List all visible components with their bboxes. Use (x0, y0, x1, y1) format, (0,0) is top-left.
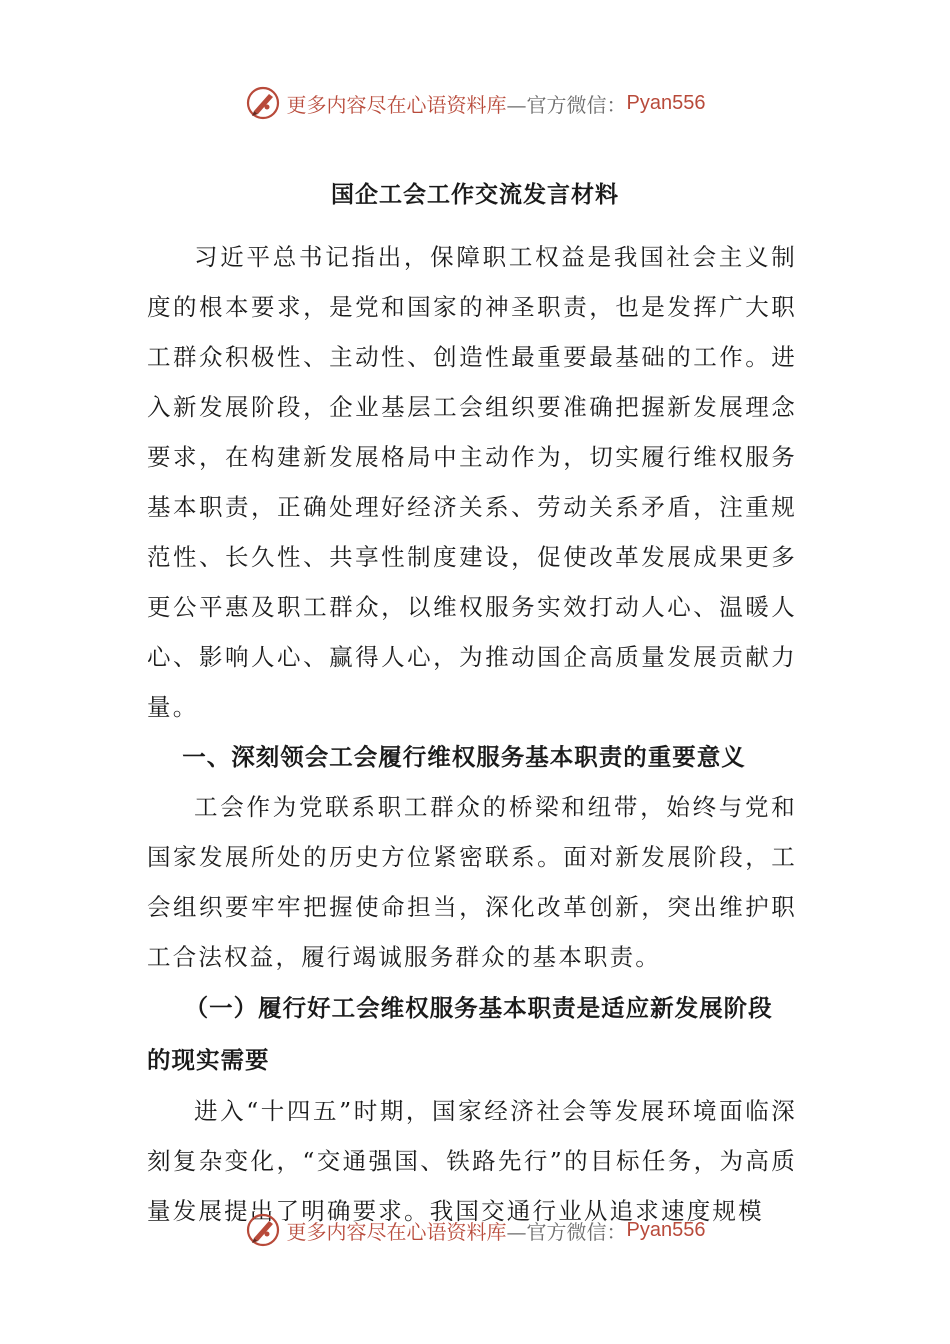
footer-banner (0, 1210, 950, 1250)
banner-main-text: 更多内容尽在心语资料库 (286, 1219, 507, 1244)
banner-main-text: 更多内容尽在心语资料库 (286, 92, 507, 117)
pen-seal-icon (245, 1212, 281, 1248)
document-body (147, 232, 797, 1236)
subsection-heading: （一）履行好工会维权服务基本职责是适应新发展阶段的现实需要 (147, 994, 773, 1074)
subsection-paragraph: 进入“十四五”时期，国家经济社会等发展环境面临深刻复杂变化，“交通强国、铁路先行”的目标任务，为高质量发展提出了明确要求。我国交通行业从追求速度规模 (147, 1097, 797, 1225)
banner-separator-text: —官方微信： (506, 92, 627, 117)
banner-separator-text: —官方微信： (506, 1219, 627, 1244)
section-paragraph: 工会作为党联系职工群众的桥梁和纽带，始终与党和国家发展所处的历史方位紧密联系。面对新发展阶段，工会组织要牢牢把握使命担当，深化改革创新，突出维护职工合法权益，履行竭诚服务群众的基本职责。 (147, 793, 797, 971)
banner-wechat-id: Pyan556 (626, 91, 706, 114)
intro-paragraph: 习近平总书记指出，保障职工权益是我国社会主义制度的根本要求，是党和国家的神圣职责，也是发挥广大职工群众积极性、主动性、创造性最重要最基础的工作。进入新发展阶段，企业基层工会组织要准确把握新发展理念要求，在构建新发展格局中主动作为，切实履行维权服务基本职责，正确处理好经济关系、劳动关系矛盾，注重规范性、长久性、共享性制度建设，促使改革发展成果更多更公平惠及职工群众，以维权服务实效打动人心、温暖人心、影响人心、赢得人心，为推动国企高质量发展贡献力量。 (147, 243, 797, 721)
header-banner (0, 83, 950, 123)
document-title: 国企工会工作交流发言材料 (331, 181, 619, 208)
section-heading: 一、深刻领会工会履行维权服务基本职责的重要意义 (182, 743, 746, 771)
banner-wechat-id: Pyan556 (626, 1218, 706, 1241)
pen-seal-icon (245, 85, 281, 121)
